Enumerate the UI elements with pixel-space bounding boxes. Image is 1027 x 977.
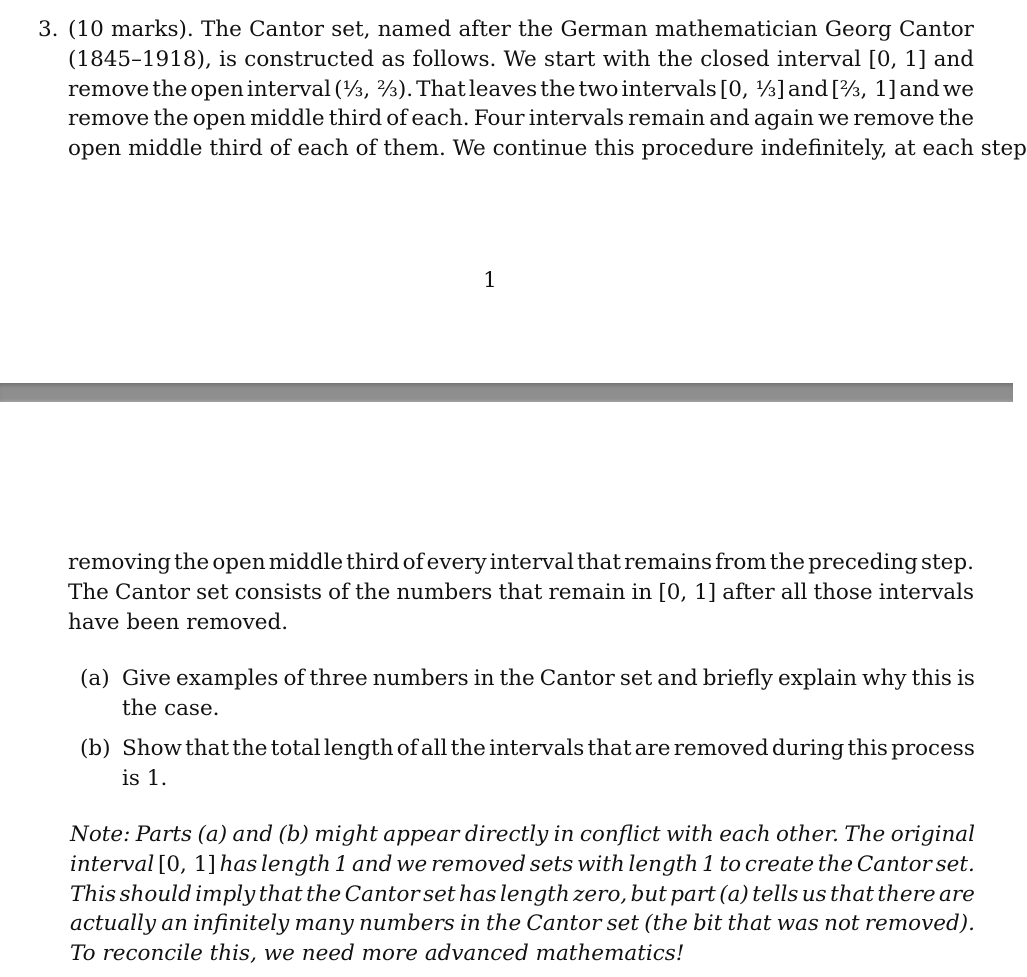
word: Cantor xyxy=(898,17,974,42)
word: (⅓, ⅔). xyxy=(334,76,414,102)
word: continue xyxy=(492,136,588,162)
word: intervals xyxy=(528,106,624,132)
word: in xyxy=(473,666,495,691)
question-continuation xyxy=(68,548,974,637)
word: This xyxy=(70,881,117,907)
note-line xyxy=(70,939,975,969)
word: each. xyxy=(411,106,470,132)
word: that xyxy=(258,881,303,907)
word: have xyxy=(68,609,120,635)
word: middle xyxy=(128,136,203,162)
word: interval xyxy=(246,76,332,102)
word: intervals xyxy=(489,736,585,761)
continuation-line xyxy=(68,608,974,638)
word: and xyxy=(787,76,829,102)
note-paragraph xyxy=(70,820,975,969)
word: We xyxy=(452,136,486,162)
word: that xyxy=(185,736,230,761)
word: tells xyxy=(752,881,799,907)
word: open xyxy=(212,550,266,575)
word: examples xyxy=(175,666,279,691)
word: might xyxy=(314,822,378,847)
word: intervals xyxy=(621,76,717,102)
word: middle xyxy=(268,550,344,575)
page-2 xyxy=(0,402,1013,977)
word: was xyxy=(776,911,819,937)
part-b-line xyxy=(122,734,975,764)
word: removed. xyxy=(186,609,289,635)
word: length xyxy=(628,851,699,877)
word: 1 xyxy=(702,851,716,877)
word: the xyxy=(499,666,535,691)
word: The xyxy=(68,579,109,605)
word: other. xyxy=(776,822,839,847)
word: zero, xyxy=(573,881,628,907)
word: remain xyxy=(548,579,626,605)
word: imply xyxy=(195,881,256,907)
word: mathematician xyxy=(654,17,818,42)
word: infinitely xyxy=(193,911,290,937)
part-a-label: (a) xyxy=(80,666,110,691)
word: why xyxy=(862,666,907,691)
word: mathematics! xyxy=(535,941,685,967)
word: but xyxy=(630,881,667,907)
word: (the xyxy=(644,911,688,937)
word: create xyxy=(744,851,815,877)
word: the xyxy=(306,881,342,907)
word: middle xyxy=(250,106,325,132)
word: those xyxy=(813,579,873,605)
word: open xyxy=(68,136,122,162)
word: after xyxy=(458,17,511,42)
word: set xyxy=(606,911,639,937)
word: marks). xyxy=(110,17,194,42)
page-1 xyxy=(0,0,1027,383)
word: step xyxy=(980,136,1027,162)
question-line xyxy=(68,15,974,45)
word: the xyxy=(152,76,188,102)
word: Four xyxy=(473,106,525,132)
word: us xyxy=(801,881,827,907)
word: Cantor xyxy=(856,851,932,877)
word: we xyxy=(818,106,850,132)
word: third xyxy=(346,550,400,575)
word: that xyxy=(727,911,772,937)
word: third xyxy=(328,106,383,132)
word: advanced xyxy=(424,941,529,967)
word: step. xyxy=(920,550,974,575)
word: interval xyxy=(70,851,155,877)
question-intro xyxy=(68,15,1027,164)
word: (a) xyxy=(719,881,749,907)
word: of xyxy=(386,106,408,132)
word: the xyxy=(540,76,576,102)
word: with xyxy=(577,851,625,877)
word: that xyxy=(577,550,621,575)
word: in xyxy=(553,822,575,847)
word: of xyxy=(396,736,418,761)
word: all xyxy=(780,579,808,605)
word: Show xyxy=(122,736,182,761)
word: the xyxy=(518,17,554,42)
note-line xyxy=(70,880,975,910)
word: intervals xyxy=(878,579,974,605)
word: this, xyxy=(209,941,257,967)
word: named xyxy=(377,17,452,42)
word: removing xyxy=(68,550,171,575)
word: removed xyxy=(673,736,769,761)
part-b-text xyxy=(122,734,975,794)
word: many xyxy=(294,911,354,937)
word: constructed xyxy=(244,46,375,72)
part-a-text xyxy=(122,664,975,724)
word: the xyxy=(769,550,805,575)
word: there xyxy=(877,881,936,907)
word: of xyxy=(328,579,350,605)
word: more xyxy=(361,941,418,967)
word: is xyxy=(122,765,140,791)
word: The xyxy=(844,822,886,847)
word: not xyxy=(824,911,860,937)
word: every xyxy=(426,550,487,575)
word: and xyxy=(232,822,273,847)
word: length xyxy=(261,851,331,877)
word: That xyxy=(416,76,466,102)
word: is xyxy=(957,666,975,691)
word: remove xyxy=(68,76,150,102)
word: them. xyxy=(383,136,446,162)
word: German xyxy=(560,17,648,42)
word: that xyxy=(587,736,632,761)
word: numbers xyxy=(372,666,469,691)
word: and xyxy=(899,76,940,102)
note-line xyxy=(70,850,975,880)
note-line xyxy=(70,820,975,850)
word: procedure xyxy=(641,136,754,162)
word: preceding xyxy=(808,550,918,575)
word: length xyxy=(323,736,394,761)
word: remove xyxy=(853,106,935,132)
continuation-line xyxy=(68,578,974,608)
word: in xyxy=(460,911,481,937)
word: Cantor xyxy=(115,579,190,605)
word: removed xyxy=(431,851,527,877)
word: each xyxy=(297,136,349,162)
question-number: 3. xyxy=(38,17,59,42)
word: Georg xyxy=(824,17,892,42)
note-line xyxy=(70,909,975,939)
word: the xyxy=(450,736,486,761)
word: consists xyxy=(234,579,323,605)
word: we xyxy=(396,851,428,877)
word: (a) xyxy=(197,822,228,847)
word: is xyxy=(219,46,237,72)
word: after xyxy=(722,579,775,605)
part-b-label: (b) xyxy=(80,736,111,761)
word: Cantor xyxy=(526,911,602,937)
word: set xyxy=(196,579,229,605)
word: of xyxy=(355,136,377,162)
word: (b) xyxy=(278,822,309,847)
word: total xyxy=(270,736,321,761)
word: part xyxy=(670,881,716,907)
word: (10 xyxy=(68,17,104,42)
word: an xyxy=(161,911,188,937)
word: sets xyxy=(529,851,574,877)
word: three xyxy=(309,666,368,691)
word: set xyxy=(619,666,653,691)
word: been xyxy=(126,609,180,635)
word: the xyxy=(122,695,158,721)
word: The xyxy=(200,17,242,42)
word: follows. xyxy=(412,46,497,72)
word: in xyxy=(631,579,653,605)
word: this xyxy=(847,736,888,761)
word: (1845–1918), xyxy=(68,46,212,72)
word: during xyxy=(771,736,845,761)
word: remove xyxy=(68,106,150,132)
word: and xyxy=(709,106,750,132)
word: reconcile xyxy=(102,941,203,967)
word: length xyxy=(500,881,570,907)
word: original xyxy=(890,822,975,847)
word: [⅔, 1] xyxy=(831,76,897,102)
word: each xyxy=(922,136,974,162)
word: open xyxy=(192,106,247,132)
word: each xyxy=(719,822,771,847)
word: set, xyxy=(331,17,371,42)
word: as xyxy=(381,46,406,72)
part-a-line xyxy=(122,664,975,694)
word: Note: xyxy=(70,822,131,847)
word: with xyxy=(665,822,714,847)
question-line xyxy=(68,104,974,134)
word: case. xyxy=(164,695,220,721)
word: leaves xyxy=(468,76,538,102)
word: this xyxy=(911,666,952,691)
word: has xyxy=(458,881,497,907)
word: from xyxy=(715,550,767,575)
word: Parts xyxy=(135,822,193,847)
question-line xyxy=(68,134,1027,164)
word: the xyxy=(657,46,694,72)
word: the xyxy=(232,736,268,761)
word: we xyxy=(942,76,974,102)
word: and xyxy=(657,666,698,691)
word: To xyxy=(70,941,96,967)
word: need xyxy=(301,941,355,967)
word: the xyxy=(817,851,854,877)
word: [0, 1] xyxy=(658,579,717,605)
word: to xyxy=(719,851,742,877)
word: should xyxy=(119,881,192,907)
page-separator xyxy=(0,383,1013,402)
word: of xyxy=(283,666,305,691)
word: conflict xyxy=(579,822,661,847)
word: interval xyxy=(489,550,574,575)
word: Cantor xyxy=(249,17,325,42)
word: directly xyxy=(464,822,549,847)
word: explain xyxy=(778,666,858,691)
word: are xyxy=(939,881,975,907)
word: 1. xyxy=(146,765,168,791)
word: the xyxy=(174,550,210,575)
word: interval xyxy=(776,46,862,72)
word: removed). xyxy=(864,911,975,937)
word: [0, 1] xyxy=(157,851,216,877)
word: all xyxy=(420,736,448,761)
word: Cantor xyxy=(539,666,615,691)
word: two xyxy=(578,76,619,102)
word: We xyxy=(503,46,537,72)
word: closed xyxy=(700,46,770,72)
word: and xyxy=(351,851,393,877)
question-line xyxy=(68,75,974,105)
word: remains xyxy=(624,550,713,575)
word: set xyxy=(423,881,456,907)
word: this xyxy=(594,136,635,162)
word: we xyxy=(263,941,295,967)
word: set. xyxy=(935,851,975,877)
word: start xyxy=(544,46,596,72)
continuation-line xyxy=(68,548,974,578)
word: the xyxy=(938,106,974,132)
word: open xyxy=(190,76,244,102)
word: has xyxy=(219,851,258,877)
word: and xyxy=(933,46,974,72)
word: appear xyxy=(383,822,460,847)
word: bit xyxy=(693,911,723,937)
word: 1 xyxy=(334,851,349,877)
word: the xyxy=(485,911,522,937)
word: remain xyxy=(628,106,706,132)
word: of xyxy=(269,136,291,162)
word: the xyxy=(153,106,189,132)
question-line xyxy=(68,45,974,75)
word: Cantor xyxy=(344,881,420,907)
word: are xyxy=(634,736,671,761)
word: briefly xyxy=(702,666,773,691)
word: that xyxy=(830,881,875,907)
part-a-line xyxy=(122,694,975,724)
word: numbers xyxy=(396,579,493,605)
word: third xyxy=(209,136,263,162)
word: at xyxy=(894,136,916,162)
word: numbers xyxy=(358,911,455,937)
word: with xyxy=(602,46,651,72)
word: [0, ⅓] xyxy=(719,76,785,102)
page-number: 1 xyxy=(483,268,497,293)
word: of xyxy=(402,550,424,575)
part-b-line xyxy=(122,764,975,794)
word: again xyxy=(753,106,814,132)
word: actually xyxy=(70,911,157,937)
word: the xyxy=(355,579,391,605)
word: Give xyxy=(122,666,171,691)
word: process xyxy=(891,736,975,761)
word: indefinitely, xyxy=(760,136,888,162)
word: [0, 1] xyxy=(868,46,927,72)
word: that xyxy=(498,579,543,605)
